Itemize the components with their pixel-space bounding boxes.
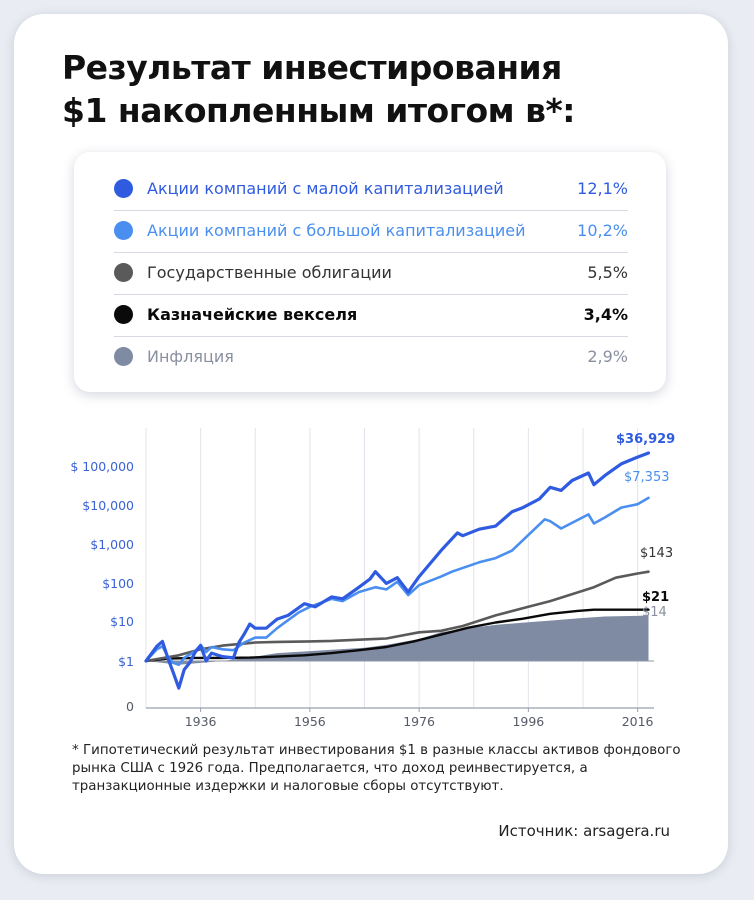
legend-value: 5,5% <box>587 262 628 282</box>
legend-label: Инфляция <box>147 346 234 366</box>
legend-value: 3,4% <box>583 304 628 324</box>
y-tick-label: $100 <box>102 576 134 591</box>
y-tick-label: $ 100,000 <box>70 459 134 474</box>
series-end-label: $143 <box>640 546 674 561</box>
y-tick-label: $1 <box>118 654 134 669</box>
y-tick-label: $10 <box>110 614 134 629</box>
footnote: * Гипотетический результат инвестирования $1 в разные классы активов фондового рынка США с 1926 года. Предполагается, что доход реинвестируется, а транзакционные издержки и налоговые сборы отсутствуют. <box>72 743 681 794</box>
source-credit: Источник: arsagera.ru <box>498 822 670 840</box>
x-tick-label: 1956 <box>293 714 326 729</box>
y-tick-label: $1,000 <box>90 537 134 552</box>
title-line-2: $1 накопленным итогом в*: <box>62 91 575 130</box>
x-tick-label: 1976 <box>403 714 436 729</box>
x-tick-label: 1996 <box>512 714 545 729</box>
legend-label: Акции компаний с большой капитализацией <box>147 220 526 240</box>
series-end-label: $36,929 <box>616 432 676 447</box>
series-end-label: $21 <box>642 590 670 605</box>
legend-value: 12,1% <box>577 178 628 198</box>
legend-label: Государственные облигации <box>147 262 392 282</box>
y-tick-label: 0 <box>126 699 134 714</box>
y-tick-label: $10,000 <box>82 498 134 513</box>
title-line-1: Результат инвестирования <box>62 48 562 87</box>
x-tick-label: 2016 <box>621 714 654 729</box>
series-end-label: $14 <box>642 605 667 620</box>
legend-value: 10,2% <box>577 220 628 240</box>
legend-value: 2,9% <box>587 346 628 366</box>
legend-label: Казначейские векселя <box>147 304 358 324</box>
x-tick-label: 1936 <box>184 714 217 729</box>
series-end-label: $7,353 <box>624 470 670 485</box>
legend-label: Акции компаний с малой капитализацией <box>147 178 504 198</box>
